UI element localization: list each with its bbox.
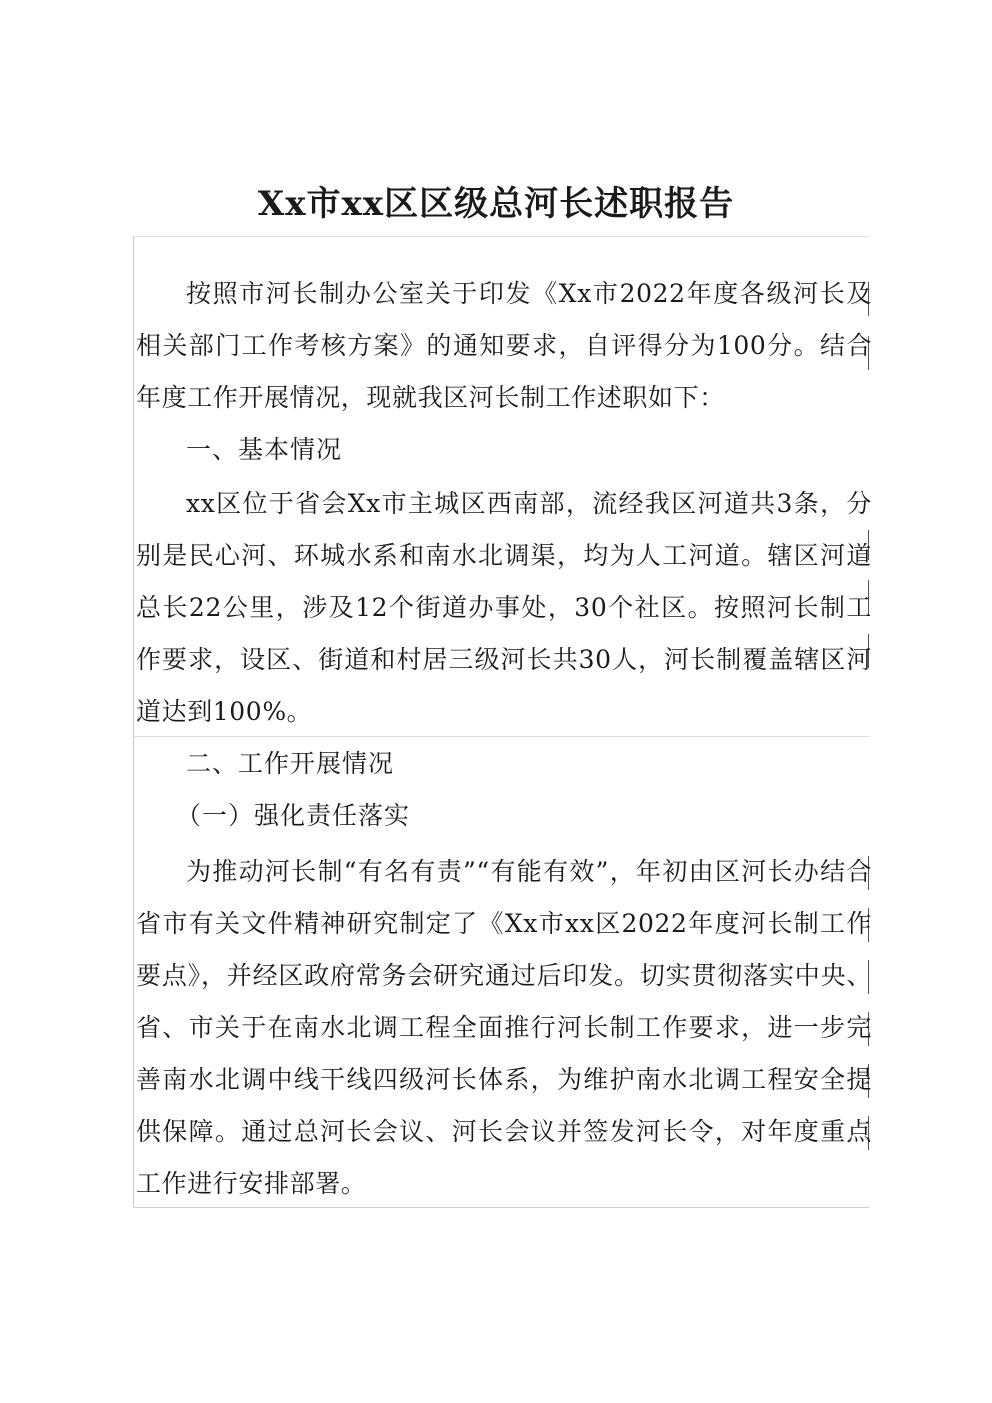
responsibility-paragraph: 为推动河长制“有名有责”“有能有效”，年初由区河长办结合省市有关文件精神研究制定了《Xx市xx区2022年度河长制工作要点》，并经区政府常务会研究通过后印发。切实贯彻落实中央、省、市关于在南水北调工程全面推行河长制工作要求，进一步完善南水北调中线干线四级河长体系，为维护南水北调工程安全提供保障。通过总河长会议、河长会议并签发河长令，对年度重点工作进行安排部署。 xyxy=(136,857,872,1198)
basic-info-paragraph: xx区位于省会Xx市主城区西南部，流经我区河道共3条，分别是民心河、环城水系和南水北调渠，均为人工河道。辖区河道总长22公里，涉及12个街道办事处，30个社区。按照河长制工作要求，设区、街道和村居三级河长共30人，河长制覆盖辖区河道达到100%。 xyxy=(136,489,872,726)
document-title: Xx市xx区区级总河长述职报告 xyxy=(257,184,735,224)
section-heading-work: 二、工作开展情况 xyxy=(186,749,395,778)
subheading-responsibility: （一）强化责任落实 xyxy=(176,801,411,830)
intro-paragraph: 按照市河长制办公室关于印发《Xx市2022年度各级河长及相关部门工作考核方案》的通知要求，自评得分为100分。结合年度工作开展情况，现就我区河长制工作述职如下： xyxy=(136,279,872,412)
section-heading-basic: 一、基本情况 xyxy=(186,435,343,464)
